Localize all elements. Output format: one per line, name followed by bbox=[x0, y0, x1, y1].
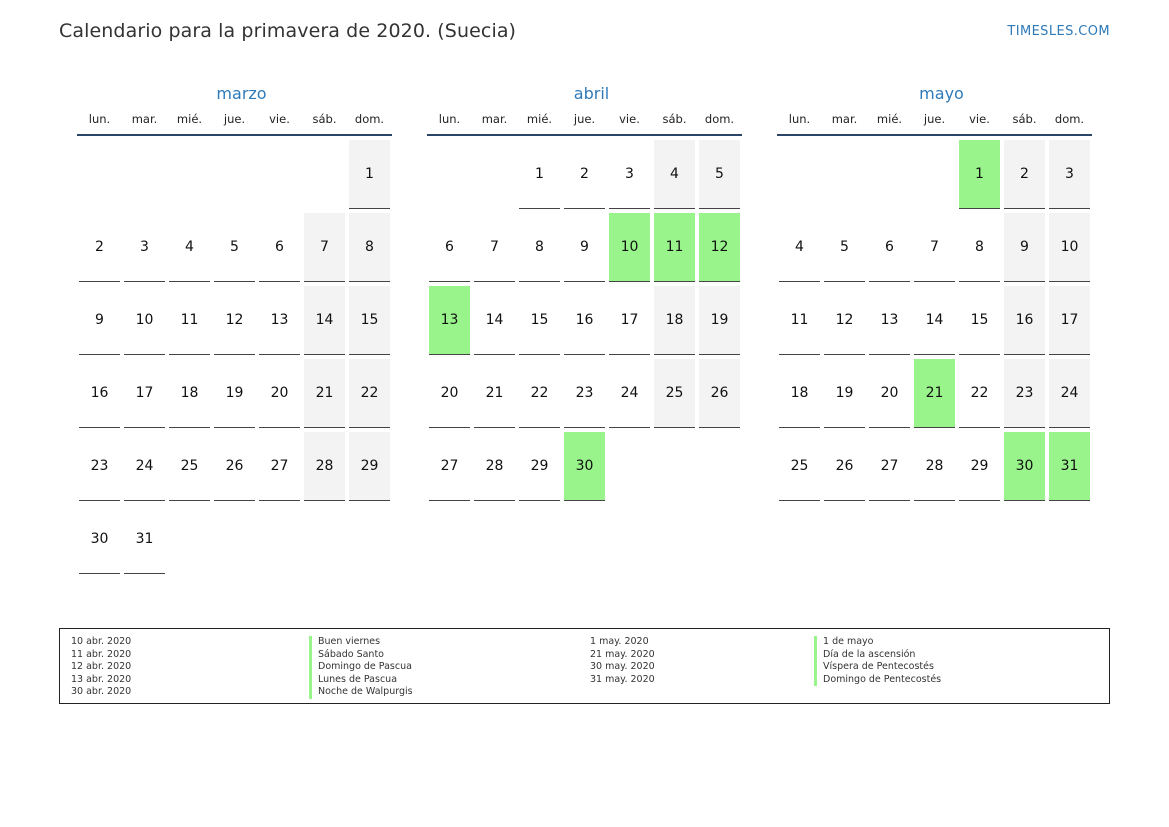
empty-day-cell bbox=[699, 432, 740, 501]
weekday-label: vie. bbox=[969, 112, 990, 126]
day-cell: 20 bbox=[429, 359, 470, 428]
day-cell: 25 bbox=[779, 432, 820, 501]
day-cell: 8 bbox=[519, 213, 560, 282]
month-calendar bbox=[777, 80, 1092, 505]
day-cell: 1 bbox=[349, 140, 390, 209]
weekday-label: mar. bbox=[831, 112, 858, 126]
day-cell: 26 bbox=[824, 432, 865, 501]
weekday-label: lun. bbox=[788, 112, 811, 126]
day-cell: 11 bbox=[169, 286, 210, 355]
empty-day-cell bbox=[349, 505, 390, 574]
week-row bbox=[777, 432, 1092, 505]
week-row bbox=[427, 359, 742, 432]
weekday-label: sáb. bbox=[312, 112, 337, 126]
empty-day-cell bbox=[259, 140, 300, 209]
weekday-header bbox=[77, 108, 392, 136]
day-cell: 9 bbox=[564, 213, 605, 282]
day-cell: 4 bbox=[779, 213, 820, 282]
day-cell: 15 bbox=[519, 286, 560, 355]
legend-holiday-date: 1 may. 2020 bbox=[590, 636, 649, 647]
day-cell: 15 bbox=[349, 286, 390, 355]
legend-holiday-name: Domingo de Pentecostés bbox=[814, 674, 941, 687]
day-cell: 23 bbox=[1004, 359, 1045, 428]
day-cell: 21 bbox=[474, 359, 515, 428]
day-cell: 22 bbox=[959, 359, 1000, 428]
day-cell: 11 bbox=[779, 286, 820, 355]
empty-day-cell bbox=[169, 140, 210, 209]
legend-holiday-name: Víspera de Pentecostés bbox=[814, 661, 941, 674]
day-cell: 25 bbox=[169, 432, 210, 501]
empty-day-cell bbox=[824, 140, 865, 209]
week-row bbox=[77, 359, 392, 432]
legend-holiday-name: Sábado Santo bbox=[309, 649, 413, 662]
site-link[interactable]: TIMESLES.COM bbox=[1007, 24, 1110, 39]
weekday-header bbox=[777, 108, 1092, 136]
day-cell: 27 bbox=[259, 432, 300, 501]
weekday-label: jue. bbox=[573, 112, 596, 126]
day-cell: 13 bbox=[259, 286, 300, 355]
holiday-day-cell: 21 bbox=[914, 359, 955, 428]
day-cell: 24 bbox=[1049, 359, 1090, 428]
legend-holiday-date: 21 may. 2020 bbox=[590, 648, 655, 660]
day-cell: 31 bbox=[124, 505, 165, 574]
day-cell: 6 bbox=[259, 213, 300, 282]
day-cell: 29 bbox=[959, 432, 1000, 501]
week-row bbox=[777, 140, 1092, 213]
legend-names-left bbox=[309, 636, 413, 699]
day-cell: 13 bbox=[869, 286, 910, 355]
day-cell: 1 bbox=[519, 140, 560, 209]
day-cell: 22 bbox=[349, 359, 390, 428]
day-cell: 24 bbox=[609, 359, 650, 428]
weekday-label: vie. bbox=[269, 112, 290, 126]
empty-day-cell bbox=[869, 140, 910, 209]
day-cell: 21 bbox=[304, 359, 345, 428]
empty-day-cell bbox=[609, 432, 650, 501]
weekday-label: lun. bbox=[88, 112, 111, 126]
day-cell: 20 bbox=[259, 359, 300, 428]
day-cell: 18 bbox=[654, 286, 695, 355]
day-cell: 17 bbox=[1049, 286, 1090, 355]
weekday-label: mié. bbox=[876, 112, 903, 126]
weekday-label: dom. bbox=[704, 112, 735, 126]
weekday-label: sáb. bbox=[662, 112, 687, 126]
day-cell: 18 bbox=[169, 359, 210, 428]
week-row bbox=[777, 286, 1092, 359]
holiday-day-cell: 30 bbox=[564, 432, 605, 501]
weekday-label: dom. bbox=[1054, 112, 1085, 126]
day-cell: 17 bbox=[609, 286, 650, 355]
day-cell: 25 bbox=[654, 359, 695, 428]
week-row bbox=[77, 505, 392, 578]
empty-day-cell bbox=[214, 140, 255, 209]
holiday-day-cell: 12 bbox=[699, 213, 740, 282]
day-cell: 2 bbox=[79, 213, 120, 282]
day-cell: 19 bbox=[824, 359, 865, 428]
day-cell: 20 bbox=[869, 359, 910, 428]
legend-holiday-name: Día de la ascensión bbox=[814, 649, 941, 662]
holiday-day-cell: 1 bbox=[959, 140, 1000, 209]
day-cell: 9 bbox=[1004, 213, 1045, 282]
weekday-label: lun. bbox=[438, 112, 461, 126]
weekday-label: mar. bbox=[131, 112, 158, 126]
day-cell: 27 bbox=[869, 432, 910, 501]
day-cell: 30 bbox=[79, 505, 120, 574]
day-cell: 5 bbox=[824, 213, 865, 282]
holiday-day-cell: 13 bbox=[429, 286, 470, 355]
day-cell: 6 bbox=[869, 213, 910, 282]
empty-day-cell bbox=[169, 505, 210, 574]
empty-day-cell bbox=[259, 505, 300, 574]
month-calendar bbox=[427, 80, 742, 505]
day-cell: 29 bbox=[349, 432, 390, 501]
week-row bbox=[77, 140, 392, 213]
day-cell: 14 bbox=[914, 286, 955, 355]
week-row bbox=[77, 286, 392, 359]
legend-holiday-date: 30 may. 2020 bbox=[590, 661, 655, 672]
day-cell: 4 bbox=[169, 213, 210, 282]
day-cell: 3 bbox=[609, 140, 650, 209]
day-cell: 5 bbox=[214, 213, 255, 282]
holiday-day-cell: 30 bbox=[1004, 432, 1045, 501]
day-cell: 7 bbox=[474, 213, 515, 282]
day-cell: 5 bbox=[699, 140, 740, 209]
week-row bbox=[777, 213, 1092, 286]
day-cell: 14 bbox=[304, 286, 345, 355]
weekday-label: dom. bbox=[354, 112, 385, 126]
day-cell: 19 bbox=[699, 286, 740, 355]
day-cell: 7 bbox=[914, 213, 955, 282]
empty-day-cell bbox=[429, 140, 470, 209]
legend-holiday-date: 10 abr. 2020 bbox=[71, 636, 132, 647]
empty-day-cell bbox=[214, 505, 255, 574]
day-cell: 2 bbox=[1004, 140, 1045, 209]
empty-day-cell bbox=[654, 432, 695, 501]
day-cell: 28 bbox=[914, 432, 955, 501]
legend-holiday-name: Noche de Walpurgis bbox=[309, 686, 413, 699]
legend-holiday-name: Buen viernes bbox=[309, 636, 413, 649]
day-cell: 3 bbox=[124, 213, 165, 282]
week-row bbox=[77, 213, 392, 286]
day-cell: 12 bbox=[214, 286, 255, 355]
day-cell: 24 bbox=[124, 432, 165, 501]
empty-day-cell bbox=[474, 140, 515, 209]
holiday-day-cell: 10 bbox=[609, 213, 650, 282]
day-cell: 27 bbox=[429, 432, 470, 501]
day-cell: 10 bbox=[124, 286, 165, 355]
day-cell: 6 bbox=[429, 213, 470, 282]
legend-names-right bbox=[814, 636, 941, 686]
day-cell: 26 bbox=[699, 359, 740, 428]
week-row bbox=[77, 432, 392, 505]
empty-day-cell bbox=[304, 140, 345, 209]
day-cell: 8 bbox=[959, 213, 1000, 282]
empty-day-cell bbox=[124, 140, 165, 209]
weekday-label: mar. bbox=[481, 112, 508, 126]
day-cell: 16 bbox=[1004, 286, 1045, 355]
day-cell: 15 bbox=[959, 286, 1000, 355]
day-cell: 23 bbox=[564, 359, 605, 428]
empty-day-cell bbox=[779, 140, 820, 209]
legend-dates-left bbox=[71, 636, 131, 699]
holiday-legend bbox=[59, 628, 1110, 704]
weekday-label: vie. bbox=[619, 112, 640, 126]
week-row bbox=[427, 432, 742, 505]
day-cell: 4 bbox=[654, 140, 695, 209]
day-cell: 22 bbox=[519, 359, 560, 428]
legend-holiday-date: 30 abr. 2020 bbox=[71, 686, 132, 697]
day-cell: 29 bbox=[519, 432, 560, 501]
month-calendar bbox=[77, 80, 392, 578]
legend-holiday-date: 31 may. 2020 bbox=[590, 673, 655, 685]
week-row bbox=[777, 359, 1092, 432]
day-cell: 14 bbox=[474, 286, 515, 355]
week-row bbox=[427, 213, 742, 286]
day-cell: 17 bbox=[124, 359, 165, 428]
weekday-header bbox=[427, 108, 742, 136]
holiday-day-cell: 31 bbox=[1049, 432, 1090, 501]
legend-holiday-date: 12 abr. 2020 bbox=[71, 661, 132, 672]
day-cell: 9 bbox=[79, 286, 120, 355]
day-cell: 18 bbox=[779, 359, 820, 428]
legend-dates-right bbox=[590, 636, 655, 686]
day-cell: 28 bbox=[474, 432, 515, 501]
empty-day-cell bbox=[914, 140, 955, 209]
day-cell: 2 bbox=[564, 140, 605, 209]
month-name: mayo bbox=[919, 84, 964, 103]
day-cell: 3 bbox=[1049, 140, 1090, 209]
weekday-label: jue. bbox=[223, 112, 246, 126]
weekday-label: sáb. bbox=[1012, 112, 1037, 126]
day-cell: 12 bbox=[824, 286, 865, 355]
legend-holiday-name: Domingo de Pascua bbox=[309, 661, 413, 674]
page-title: Calendario para la primavera de 2020. (Suecia) bbox=[59, 20, 517, 42]
day-cell: 16 bbox=[79, 359, 120, 428]
empty-day-cell bbox=[79, 140, 120, 209]
legend-holiday-name: Lunes de Pascua bbox=[309, 674, 413, 687]
weekday-label: mié. bbox=[176, 112, 203, 126]
day-cell: 23 bbox=[79, 432, 120, 501]
legend-holiday-name: 1 de mayo bbox=[814, 636, 941, 649]
day-cell: 10 bbox=[1049, 213, 1090, 282]
holiday-day-cell: 11 bbox=[654, 213, 695, 282]
legend-holiday-date: 11 abr. 2020 bbox=[71, 648, 132, 660]
day-cell: 28 bbox=[304, 432, 345, 501]
weekday-label: mié. bbox=[526, 112, 553, 126]
month-name: abril bbox=[573, 84, 610, 103]
empty-day-cell bbox=[304, 505, 345, 574]
legend-holiday-date: 13 abr. 2020 bbox=[71, 673, 132, 685]
day-cell: 7 bbox=[304, 213, 345, 282]
month-name: marzo bbox=[216, 84, 267, 103]
day-cell: 19 bbox=[214, 359, 255, 428]
weekday-label: jue. bbox=[923, 112, 946, 126]
day-cell: 16 bbox=[564, 286, 605, 355]
week-row bbox=[427, 140, 742, 213]
week-row bbox=[427, 286, 742, 359]
day-cell: 8 bbox=[349, 213, 390, 282]
day-cell: 26 bbox=[214, 432, 255, 501]
